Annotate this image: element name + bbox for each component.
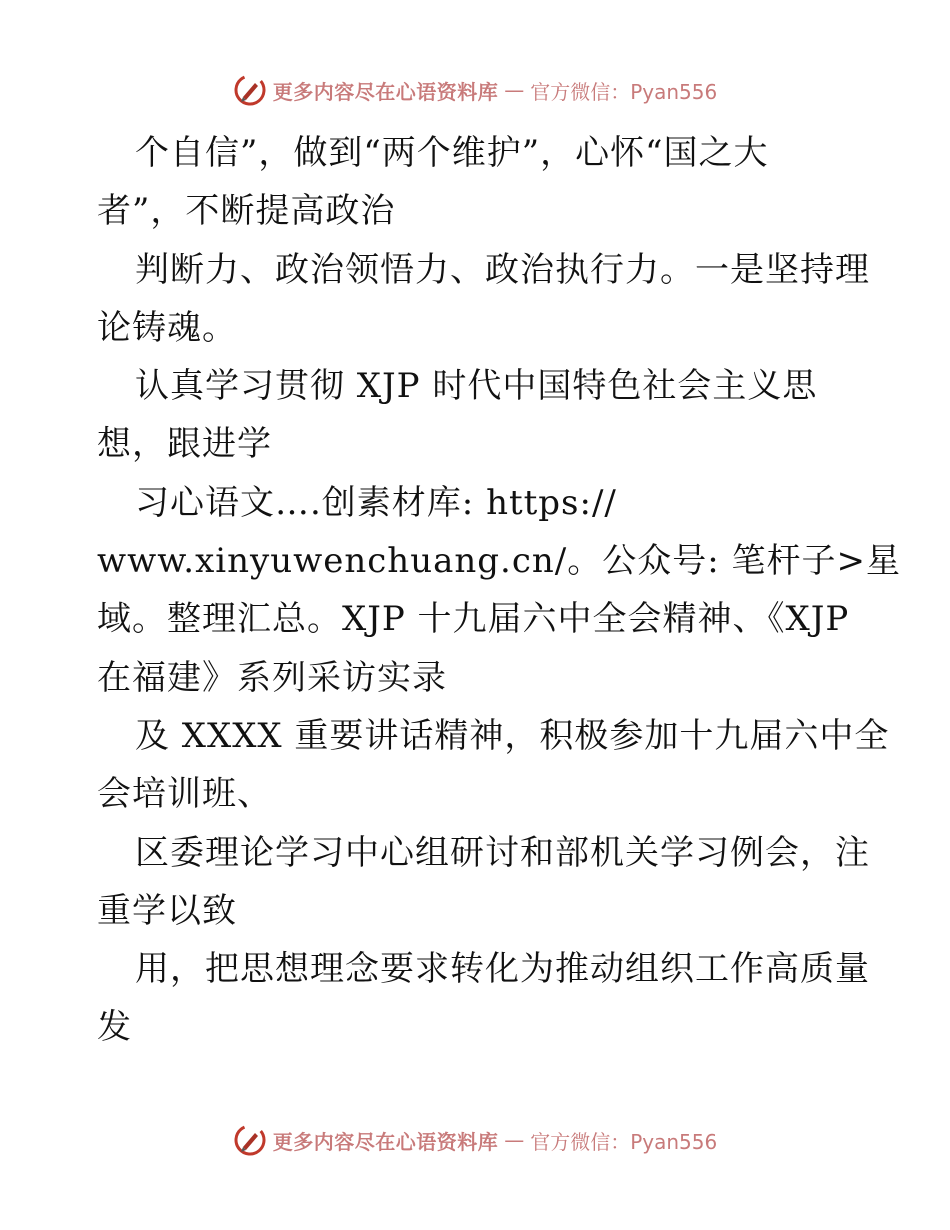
text-line: 者”，不断提高政治 — [97, 191, 396, 232]
watermark-text: 更多内容尽在心语资料库 — [272, 79, 499, 104]
text-line: 及 XXXX 重要讲话精神，积极参加十九届六中全 — [135, 715, 890, 756]
watermark-text: 更多内容尽在心语资料库 — [272, 1129, 499, 1154]
text-line: www.xinyuwenchuang.cn/。公众号: 笔杆子>星 — [97, 541, 901, 582]
text-line: 发 — [97, 1007, 132, 1048]
text-line: 想，跟进学 — [97, 424, 272, 465]
text-line: 个自信”，做到“两个维护”，心怀“国之大 — [135, 133, 769, 173]
watermark-separator: — — [504, 78, 525, 102]
text-line: 认真学习贯彻 XJP 时代中国特色社会主义思 — [135, 366, 818, 407]
text-line: 判断力、政治领悟力、政治执行力。一是坚持理 — [135, 249, 870, 290]
pen-logo-icon — [233, 73, 267, 107]
footer-watermark — [0, 1120, 950, 1160]
text-line: 区委理论学习中心组研讨和部机关学习例会，注 — [135, 832, 870, 873]
document-body — [97, 124, 901, 1057]
pen-logo-icon — [233, 1123, 267, 1157]
text-line: 习心语文….创素材库: https:// — [135, 482, 617, 523]
watermark-contact: 官方微信：Pyan556 — [530, 1129, 718, 1154]
header-watermark — [0, 70, 950, 110]
watermark-contact: 官方微信：Pyan556 — [530, 79, 718, 104]
text-line: 重学以致 — [97, 890, 237, 931]
text-line: 论铸魂。 — [97, 307, 237, 348]
text-line: 用，把思想理念要求转化为推动组织工作高质量 — [135, 949, 870, 990]
text-line: 域。整理汇总。XJP 十九届六中全会精神、《XJP — [97, 599, 850, 640]
text-line: 在福建》系列采访实录 — [97, 657, 447, 698]
watermark-separator: — — [504, 1128, 525, 1152]
text-line: 会培训班、 — [97, 774, 272, 815]
